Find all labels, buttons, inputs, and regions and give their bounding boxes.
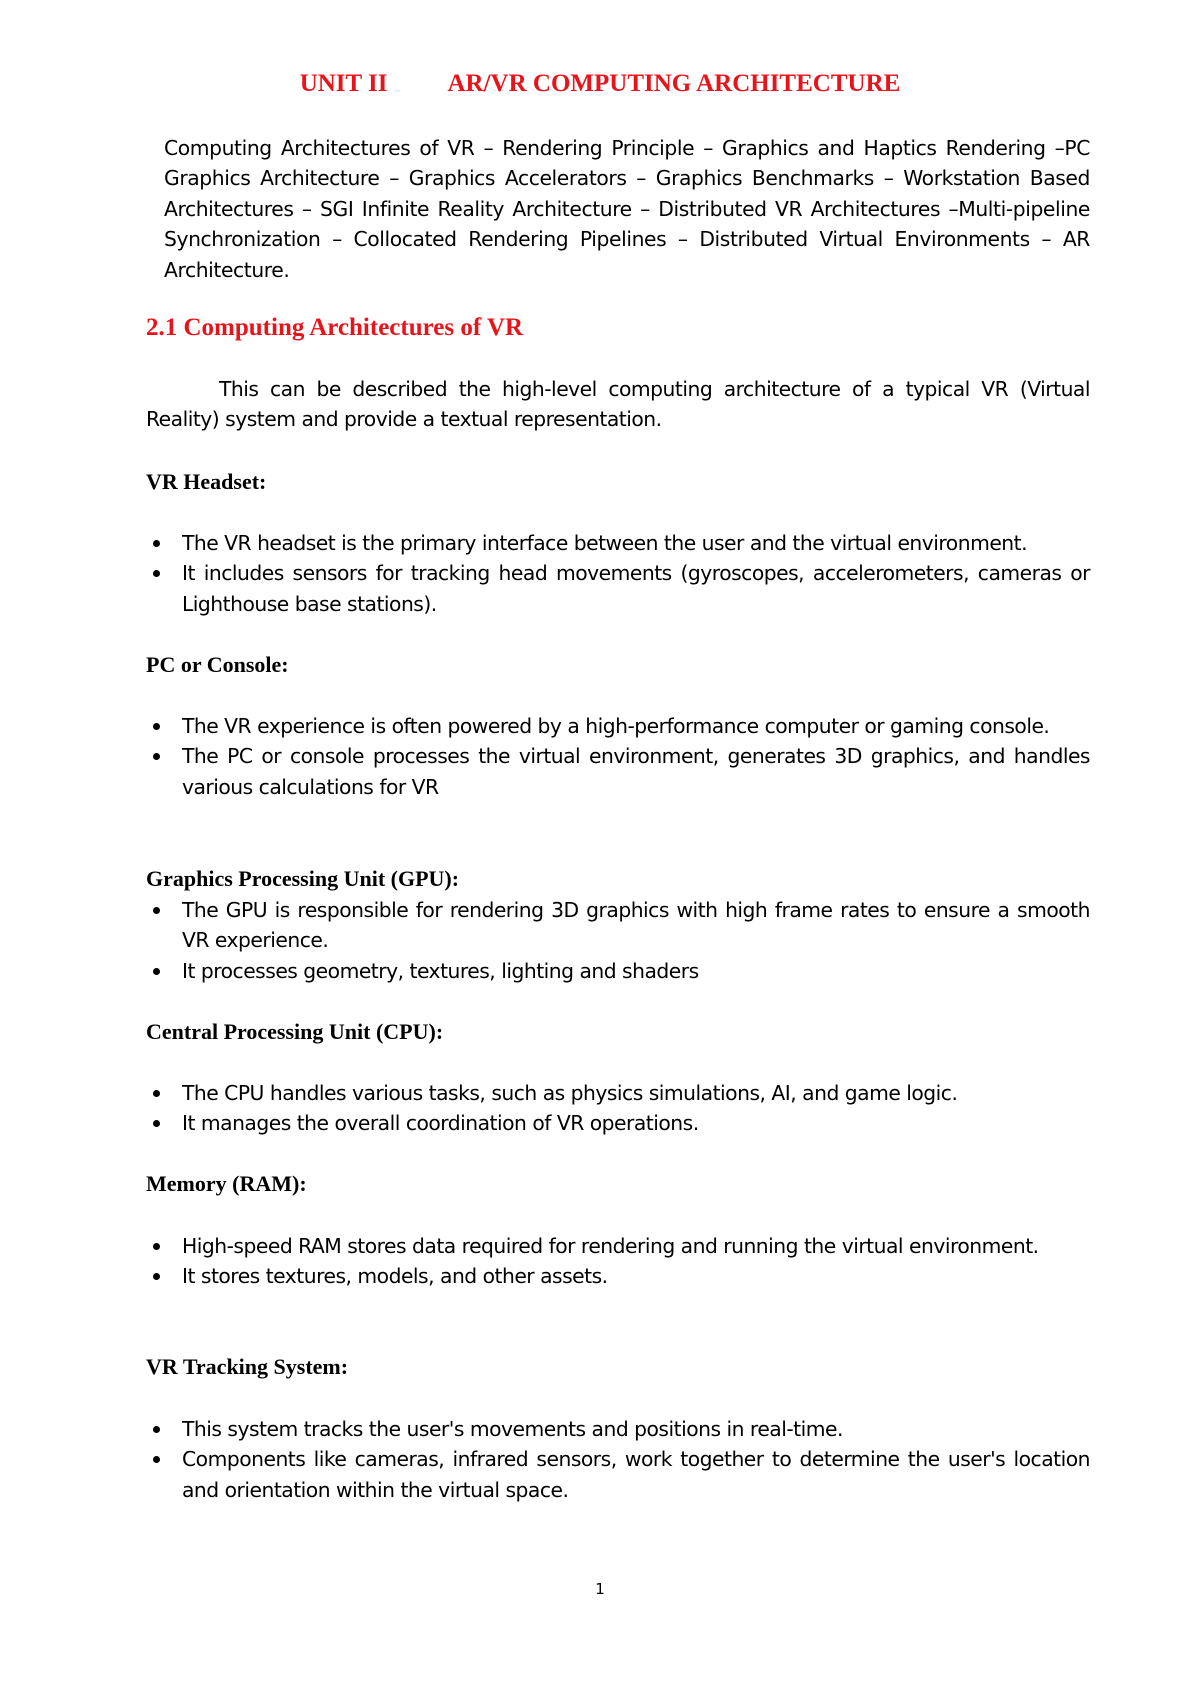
subsection-heading-cpu: Central Processing Unit (CPU): (146, 1019, 444, 1044)
list-item: It includes sensors for tracking head movements (gyroscopes, accelerometers, cameras or Lighthouse base stations). (146, 558, 1090, 619)
list-item: This system tracks the user's movements and positions in real-time. (146, 1414, 1090, 1444)
list-item: It processes geometry, textures, lighting and shaders (146, 956, 1090, 986)
unit-name: AR/VR COMPUTING ARCHITECTURE (447, 70, 901, 97)
bullet-icon (153, 1426, 160, 1433)
subsection-heading-pc-console: PC or Console: (146, 652, 289, 677)
bullet-list-vr-headset (146, 528, 1090, 619)
bullet-icon (153, 907, 160, 914)
bullet-icon (153, 968, 160, 975)
list-item: It stores textures, models, and other assets. (146, 1261, 1090, 1291)
list-item: The PC or console processes the virtual environment, generates 3D graphics, and handles various calculations for VR (146, 741, 1090, 802)
bullet-icon (153, 540, 160, 547)
bullet-icon (153, 570, 160, 577)
syllabus-paragraph: Computing Architectures of VR – Rendering Principle – Graphics and Haptics Rendering –PC Graphics Architecture – Graphics Accelerators – Graphics Benchmarks – Workstation Based Architectures – SGI Infinite Reality Architecture – Distributed VR Architectures –Multi-pipeline Synchronization – Collocated Rendering Pipelines – Distributed Virtual Environments – AR Architecture. (164, 136, 1090, 282)
list-item: It manages the overall coordination of VR operations. (146, 1108, 1090, 1138)
list-item: The CPU handles various tasks, such as physics simulations, AI, and game logic. (146, 1078, 1090, 1108)
subsection-heading-gpu: Graphics Processing Unit (GPU): (146, 866, 460, 891)
list-item: The GPU is responsible for rendering 3D graphics with high frame rates to ensure a smooth VR experience. (146, 895, 1090, 956)
unit-number: UNIT II (299, 70, 388, 97)
bullet-icon (153, 1243, 160, 1250)
bullet-list-pc-console (146, 711, 1090, 802)
intro-paragraph: This can be described the high-level computing architecture of a typical VR (Virtual Reality) system and provide a textual representation. (146, 377, 1090, 432)
bullet-icon (153, 1273, 160, 1280)
bullet-icon (153, 1456, 160, 1463)
list-item: The VR experience is often powered by a high-performance computer or gaming console. (146, 711, 1090, 741)
subsection-heading-memory: Memory (RAM): (146, 1171, 307, 1196)
list-item: The VR headset is the primary interface between the user and the virtual environment. (146, 528, 1090, 558)
section-title: 2.1 Computing Architectures of VR (146, 314, 524, 341)
bullet-icon (153, 723, 160, 730)
unit-title (0, 70, 1200, 98)
subsection-heading-tracking: VR Tracking System: (146, 1354, 349, 1379)
bullet-list-memory (146, 1231, 1090, 1292)
list-item: High-speed RAM stores data required for rendering and running the virtual environment. (146, 1231, 1090, 1261)
subsection-heading-vr-headset: VR Headset: (146, 469, 267, 494)
page-number: 1 (595, 1580, 605, 1598)
bullet-list-gpu (146, 895, 1090, 986)
bullet-list-tracking (146, 1414, 1090, 1505)
bullet-list-cpu (146, 1078, 1090, 1139)
list-item: Components like cameras, infrared sensors, work together to determine the user's location and orientation within the virtual space. (146, 1444, 1090, 1505)
bullet-icon (153, 1090, 160, 1097)
bullet-icon (153, 753, 160, 760)
bullet-icon (153, 1120, 160, 1127)
